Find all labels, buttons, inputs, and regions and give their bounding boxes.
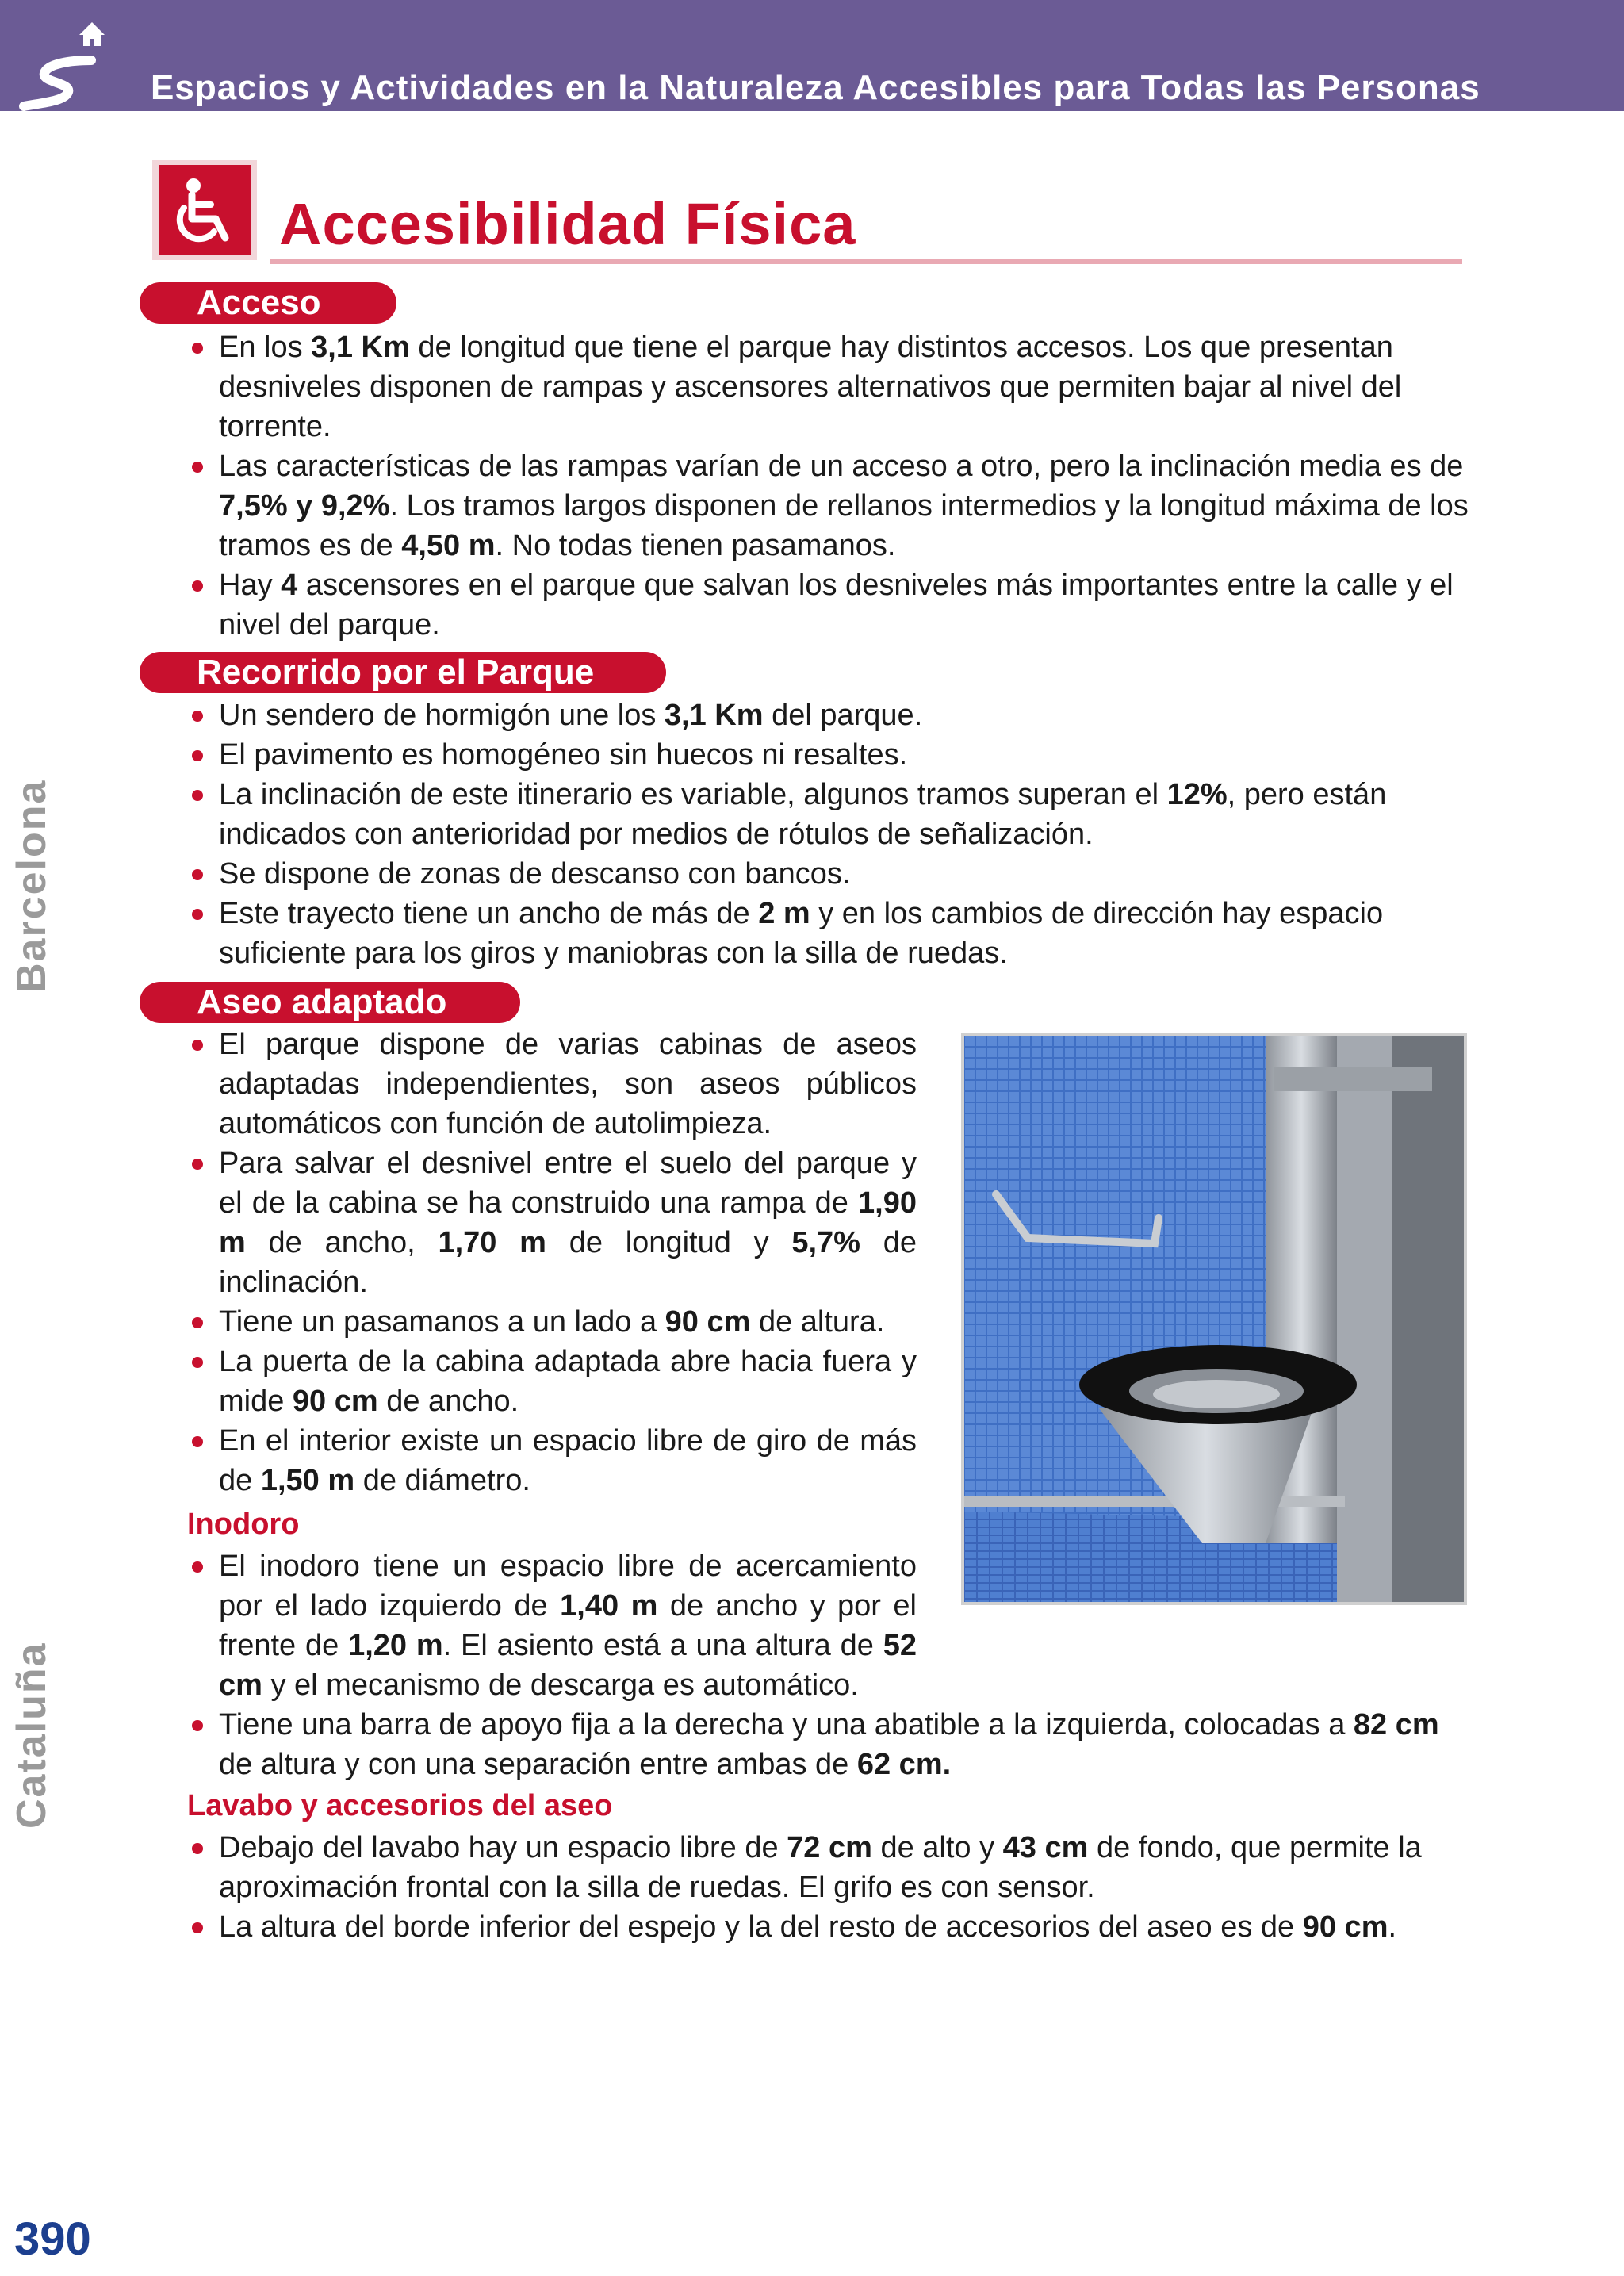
list-item: En los 3,1 Km de longitud que tiene el parque hay distintos accesos. Los que presentan desniveles disponen de rampas y ascensores alternativos que permiten bajar al nivel del torrente.	[187, 328, 1469, 446]
list-item: Para salvar el desnivel entre el suelo del parque y el de la cabina se ha construido una rampa de 1,90 m de ancho, 1,70 m de longitud y 5,7% de inclinación.	[187, 1144, 917, 1302]
toilet-photo	[961, 1033, 1467, 1605]
bold-value: 62 cm.	[856, 1748, 952, 1781]
bullet-dot	[192, 1561, 203, 1573]
bold-value: 3,1 Km	[664, 699, 764, 732]
bold-value: 90 cm	[1302, 1910, 1388, 1944]
list-item: Un sendero de hormigón une los 3,1 Km del parque.	[187, 695, 1469, 735]
list-item: Tiene una barra de apoyo fija a la derecha y una abatible a la izquierda, colocadas a 82 cm de altura y con una separación entre ambas de 62 cm.	[187, 1705, 1469, 1784]
list-item: Hay 4 ascensores en el parque que salvan los desniveles más importantes entre la calle y el nivel del parque.	[187, 565, 1469, 645]
list-item: La altura del borde inferior del espejo y la del resto de accesorios del aseo es de 90 cm.	[187, 1907, 1469, 1947]
bullet-dot	[192, 343, 203, 354]
list-item: Debajo del lavabo hay un espacio libre de 72 cm de alto y 43 cm de fondo, que permite la aproximación frontal con la silla de ruedas. El grifo es con sensor.	[187, 1828, 1469, 1907]
bold-value: 12%	[1166, 778, 1228, 811]
bold-value: 2 m	[758, 897, 810, 930]
subheading-lavabo: Lavabo y accesorios del aseo	[187, 1789, 613, 1822]
bullet-dot	[192, 1357, 203, 1368]
bold-value: 82 cm	[1353, 1708, 1439, 1741]
bold-value: 1,70 m	[438, 1226, 546, 1259]
bold-value: 90 cm	[292, 1385, 378, 1418]
list-item: La puerta de la cabina adaptada abre hacia fuera y mide 90 cm de ancho.	[187, 1342, 917, 1421]
bold-value: 52 cm	[219, 1629, 917, 1702]
bold-value: 3,1 Km	[311, 331, 410, 364]
bullet-dot	[192, 1159, 203, 1170]
subheading-inodoro: Inodoro	[187, 1508, 300, 1541]
bullet-dot	[192, 750, 203, 761]
page-number: 390	[14, 2213, 91, 2265]
swirl-logo-icon	[16, 56, 111, 111]
side-label-region: Cataluña	[9, 1642, 55, 1829]
bullet-dot	[192, 869, 203, 880]
bullet-dot	[192, 711, 203, 722]
lavabo-list	[187, 1828, 1469, 1947]
list-item: Este trayecto tiene un ancho de más de 2 m y en los cambios de dirección hay espacio suficiente para los giros y maniobras con la silla de ruedas.	[187, 894, 1469, 973]
aseo-list	[187, 1025, 917, 1500]
toilet-photo-illustration	[964, 1036, 1464, 1602]
bold-value: 1,40 m	[560, 1589, 658, 1623]
bold-value: 72 cm	[787, 1831, 872, 1864]
bullet-dot	[192, 1843, 203, 1854]
bullet-dot	[192, 1922, 203, 1933]
bullet-dot	[192, 1436, 203, 1447]
list-item: El parque dispone de varias cabinas de aseos adaptadas independientes, son aseos públicos automáticos con función de autolimpieza.	[187, 1025, 917, 1144]
bold-value: 90 cm	[665, 1305, 751, 1339]
bold-value: 43 cm	[1002, 1831, 1089, 1864]
bullet-dot	[192, 1317, 203, 1328]
bold-value: 1,50 m	[260, 1464, 355, 1497]
list-item: El pavimento es homogéneo sin huecos ni resaltes.	[187, 735, 1469, 775]
side-label-city: Barcelona	[9, 779, 55, 993]
list-item: Se dispone de zonas de descanso con bancos.	[187, 854, 1469, 894]
bullet-dot	[192, 462, 203, 473]
bold-value: 7,5% y 9,2%	[219, 489, 390, 523]
list-item: La inclinación de este itinerario es variable, algunos tramos superan el 12%, pero están indicados con anterioridad por medios de rótulos de señalización.	[187, 775, 1469, 854]
list-item: Las características de las rampas varían de un acceso a otro, pero la inclinación media es de 7,5% y 9,2%. Los tramos largos disponen de rellanos intermedios y la longitud máxima de los tramos es de 4,50 m. No todas tienen pasamanos.	[187, 446, 1469, 565]
list-item: En el interior existe un espacio libre de giro de más de 1,50 m de diámetro.	[187, 1421, 917, 1500]
bullet-dot	[192, 790, 203, 801]
section-heading-recorrido: Recorrido por el Parque	[140, 652, 666, 693]
section-heading-aseo: Aseo adaptado	[140, 982, 520, 1023]
bold-value: 1,20 m	[348, 1629, 443, 1662]
list-item: El inodoro tiene un espacio libre de acercamiento por el lado izquierdo de 1,40 m de ancho y por el frente de 1,20 m. El asiento está a una altura de 52 cm y el mecanismo de descarga es automático.	[187, 1546, 917, 1705]
bullet-dot	[192, 909, 203, 920]
header-title: Espacios y Actividades en la Naturaleza Accesibles para Todas las Personas	[151, 68, 1480, 107]
section-heading-acceso: Acceso	[140, 282, 396, 324]
home-icon[interactable]	[76, 19, 108, 51]
acceso-list	[187, 328, 1469, 645]
bullet-dot	[192, 580, 203, 592]
bold-value: 1,90 m	[219, 1186, 917, 1259]
bullet-dot	[192, 1040, 203, 1051]
bold-value: 4,50 m	[401, 529, 496, 562]
title-divider	[270, 259, 1462, 264]
bold-value: 4	[281, 569, 298, 602]
bullet-dot	[192, 1720, 203, 1731]
wheelchair-icon	[152, 160, 257, 260]
inodoro-list	[187, 1546, 1469, 1784]
bold-value: 5,7%	[791, 1226, 860, 1259]
page-title: Accesibilidad Física	[279, 191, 856, 257]
recorrido-list	[187, 695, 1469, 973]
list-item: Tiene un pasamanos a un lado a 90 cm de altura.	[187, 1302, 917, 1342]
